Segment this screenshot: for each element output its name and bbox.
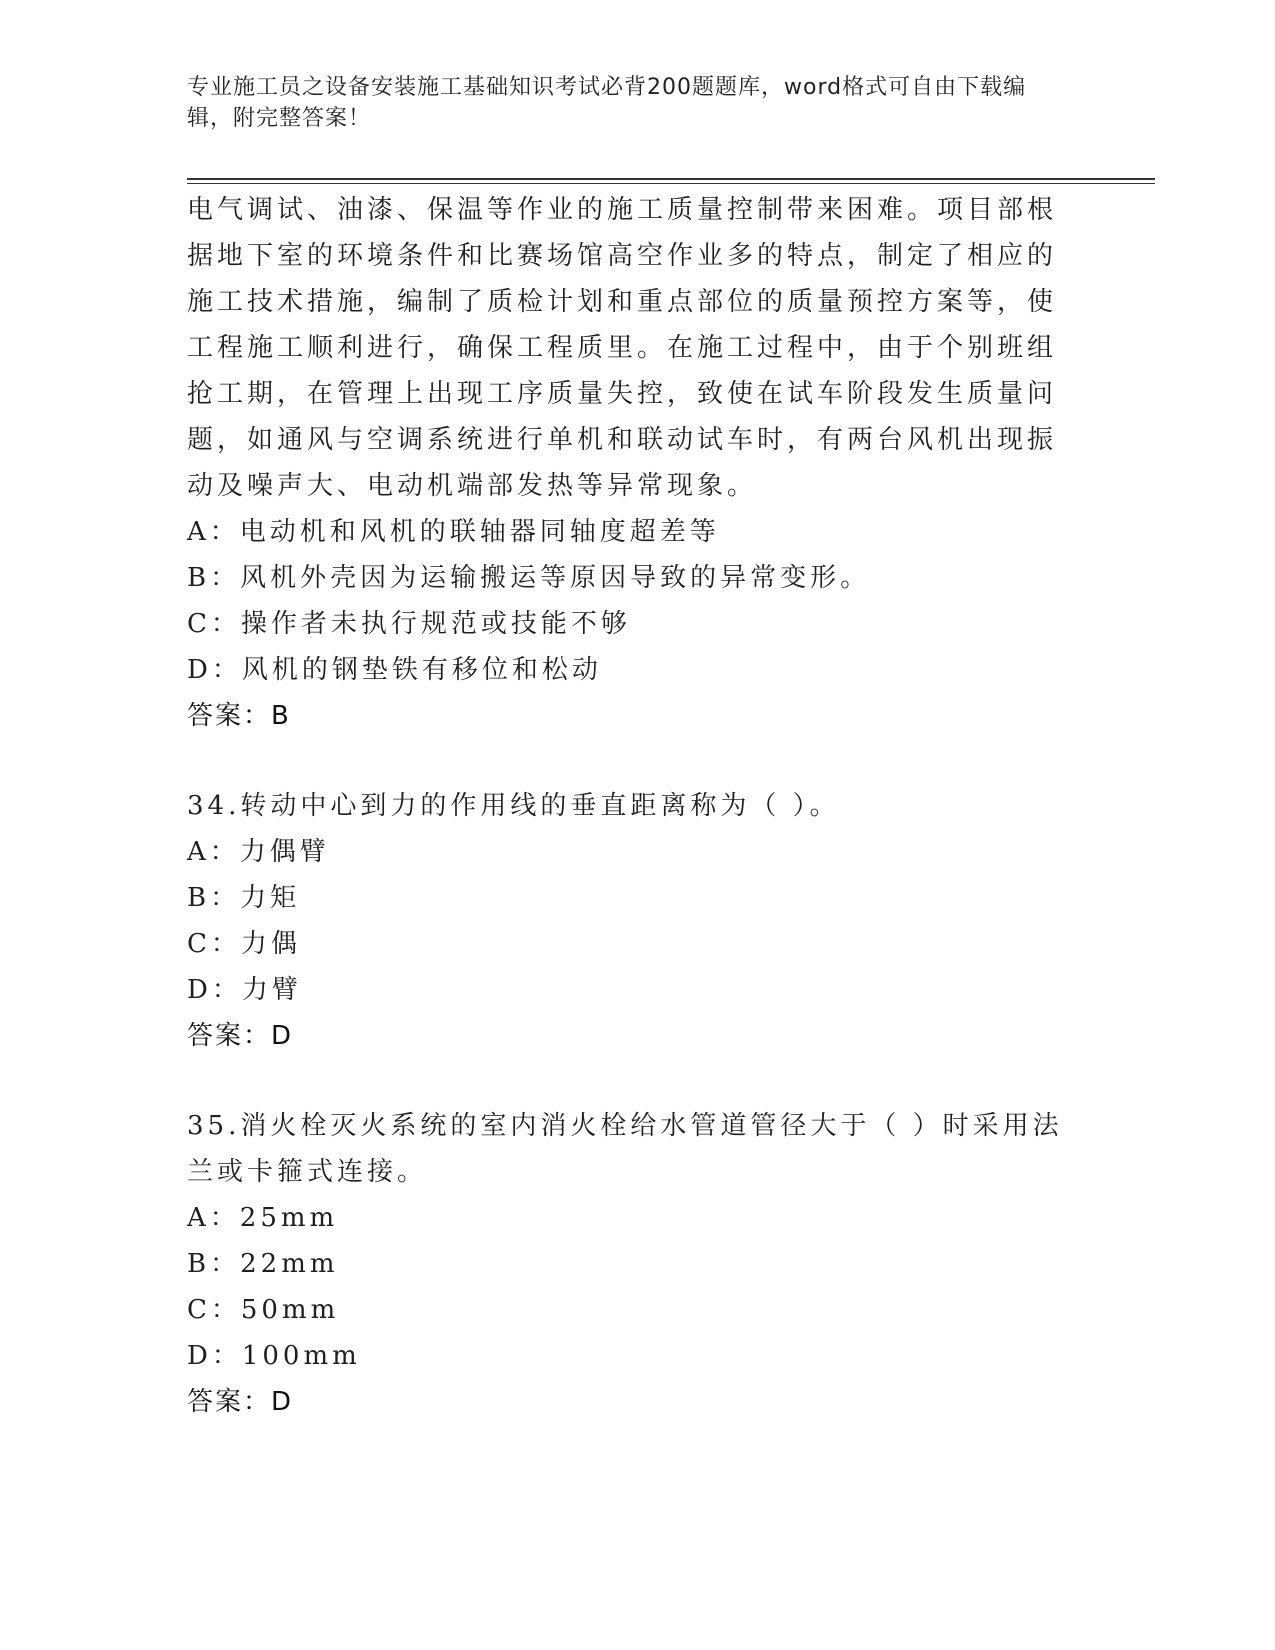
header-divider-thick <box>187 178 1155 180</box>
option-c: C：50mm <box>187 1295 340 1325</box>
question-text: 35.消火栓灭火系统的室内消火栓给水管道管径大于（ ）时采用法兰或卡箍式连接。 <box>187 1111 1063 1187</box>
question-text: 电气调试、油漆、保温等作业的施工质量控制带来困难。项目部根据地下室的环境条件和比赛场馆高空作业多的特点，制定了相应的施工技术措施，编制了质检计划和重点部位的质量预控方案等，使工程施工顺利进行，确保工程质里。在施工过程中，由于个别班组抢工期，在管理上出现工序质量失控，致使在试车阶段发生质量问题，如通风与空调系统进行单机和联动试车时，有两台风机出现振动及噪声大、电动机端部发热等异常现象。 <box>187 195 1058 501</box>
document-header-title: 专业施工员之设备安装施工基础知识考试必背200题题库，word格式可自由下载编辑，附完整答案！ <box>187 75 1027 131</box>
option-c: C：操作者未执行规范或技能不够 <box>187 609 631 639</box>
option-b: B：22mm <box>187 1249 339 1279</box>
option-b: B：风机外壳因为运输搬运等原因导致的异常变形。 <box>187 563 871 593</box>
option-b: B：力矩 <box>187 883 301 913</box>
option-a: A：25mm <box>187 1203 339 1233</box>
option-a: A：力偶臂 <box>187 837 330 867</box>
question-34 <box>187 783 1067 1059</box>
option-d: D：100mm <box>187 1341 361 1371</box>
spacer <box>187 739 1067 783</box>
option-c: C：力偶 <box>187 929 301 959</box>
question-33-continuation <box>187 187 1067 739</box>
answer: 答案：D <box>187 1021 294 1051</box>
question-text: 34.转动中心到力的作用线的垂直距离称为（ ）。 <box>187 791 840 821</box>
document-body <box>187 187 1067 1425</box>
option-a: A：电动机和风机的联轴器同轴度超差等 <box>187 517 720 547</box>
question-35 <box>187 1103 1067 1425</box>
option-d: D：风机的钢垫铁有移位和松动 <box>187 655 602 685</box>
option-d: D：力臂 <box>187 975 302 1005</box>
answer: 答案：B <box>187 701 291 731</box>
answer: 答案：D <box>187 1387 294 1417</box>
header-divider-thin <box>187 183 1155 184</box>
spacer <box>187 1059 1067 1103</box>
